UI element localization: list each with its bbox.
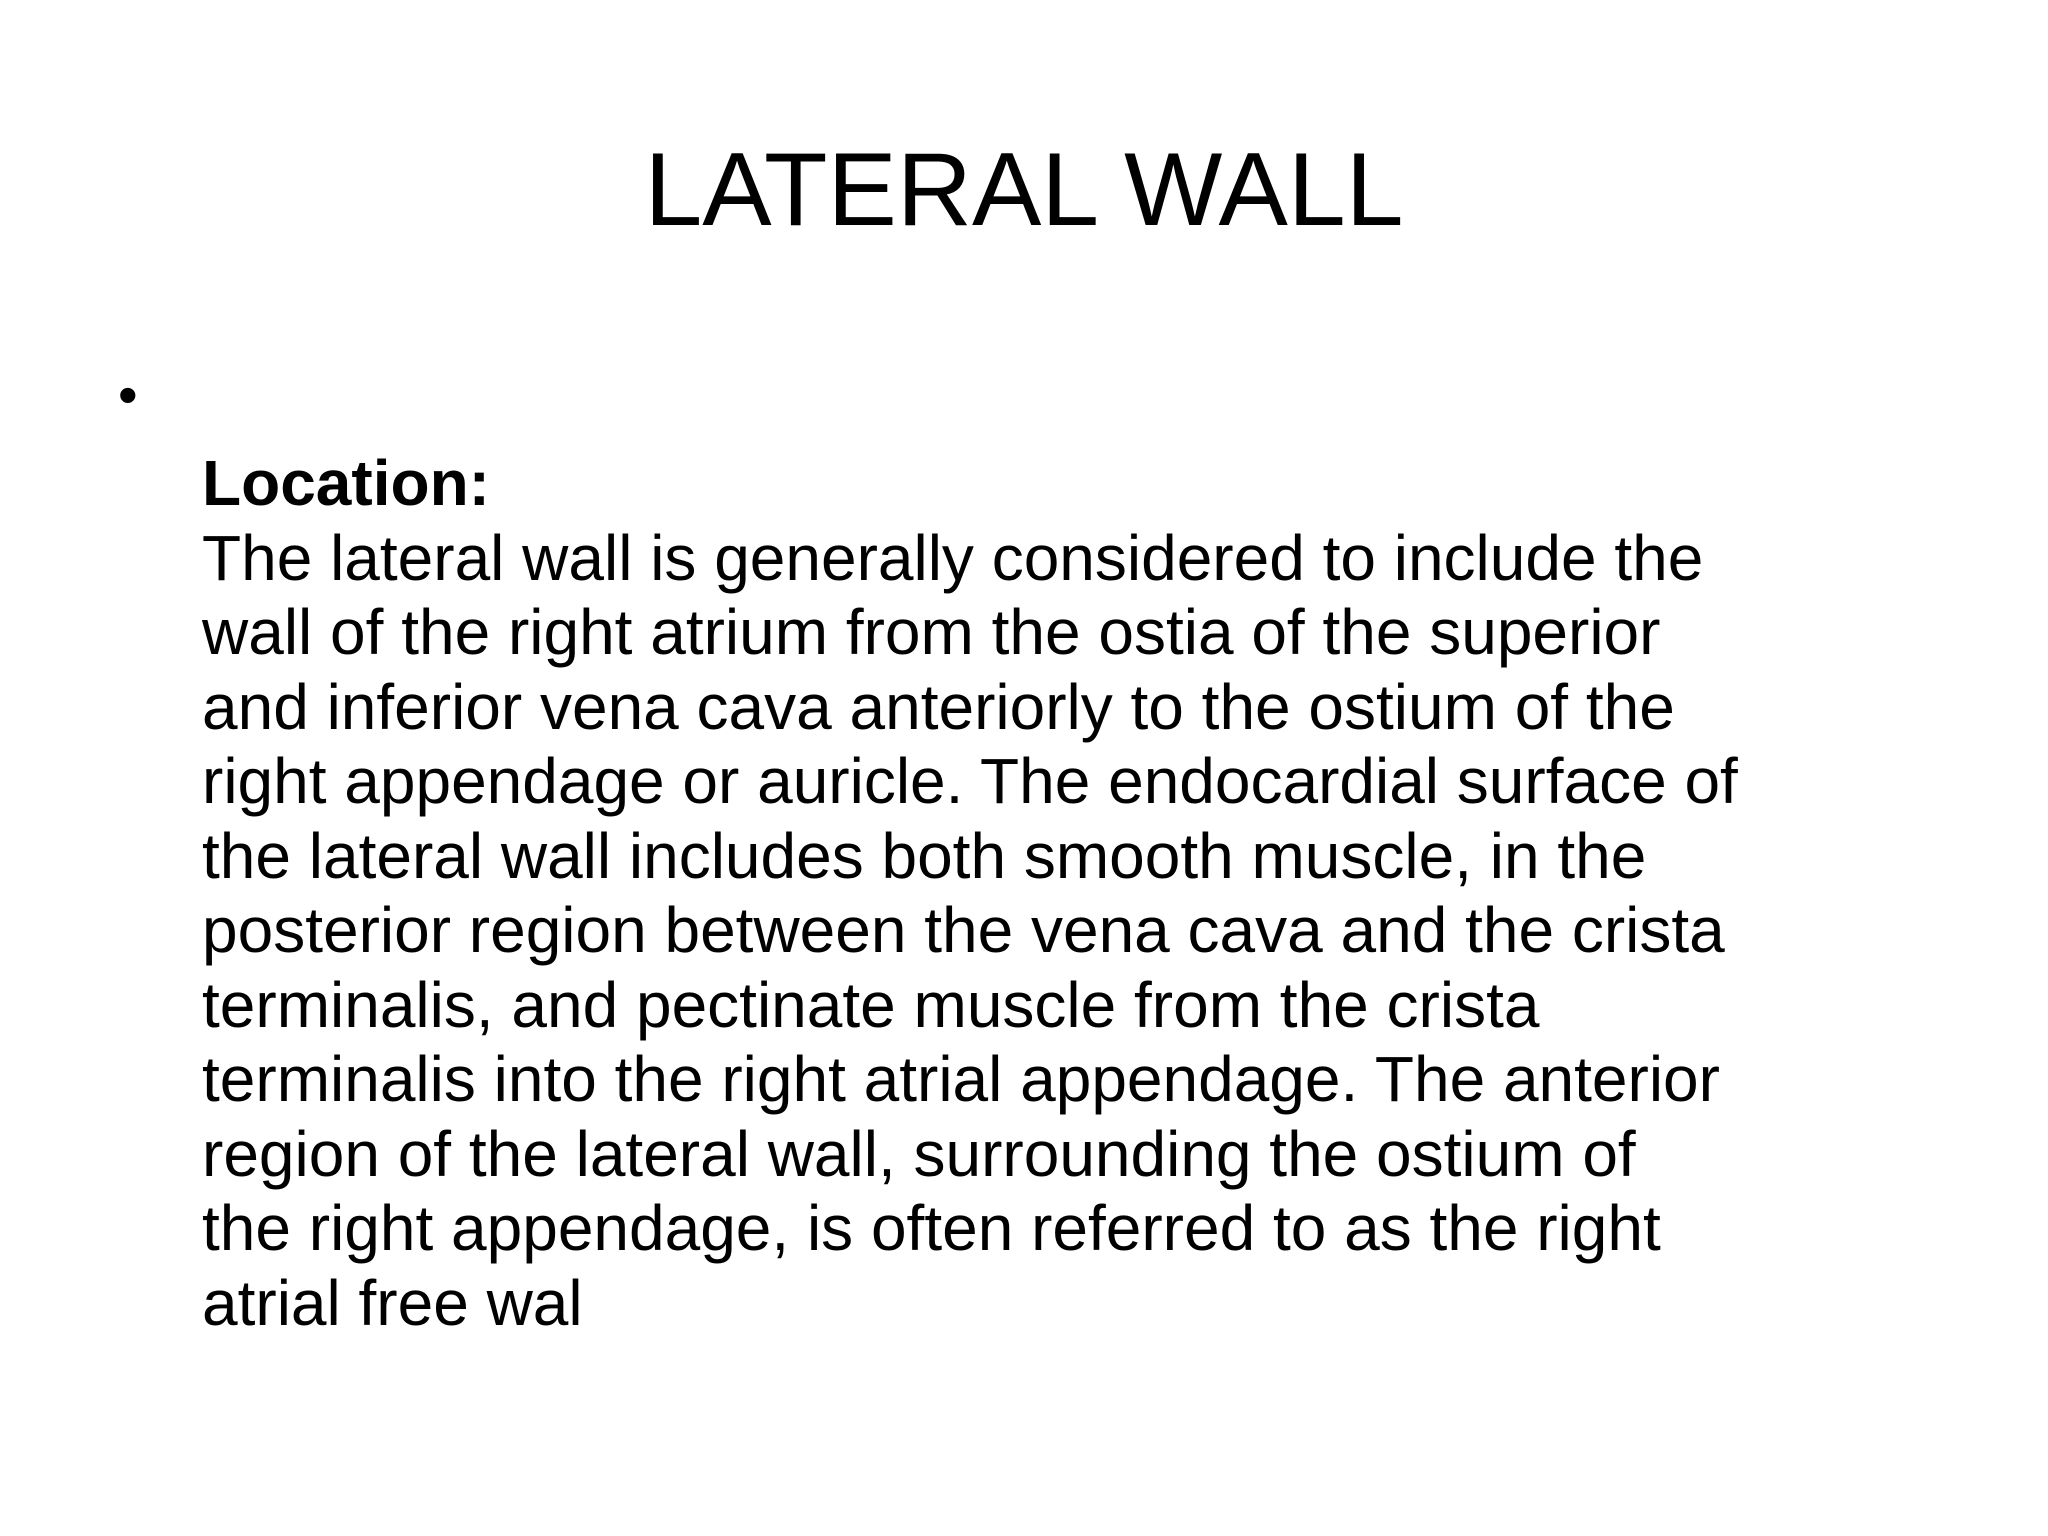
body-line: posterior region between the vena cava and the crista — [202, 894, 1725, 966]
body-line: the right appendage, is often referred to as the right — [202, 1192, 1661, 1264]
body-line: terminalis, and pectinate muscle from the crista — [202, 968, 1540, 1041]
bullet-content — [202, 446, 2022, 1340]
body-line: wall of the right atrium from the ostia of the superior — [202, 596, 1661, 668]
body-line: region of the lateral wall, surrounding the ostium of — [202, 1117, 1636, 1190]
slide-title: LATERAL WALL — [644, 132, 1404, 248]
location-heading: Location: — [202, 447, 490, 519]
body-line: terminalis into the right atrial appendage. The anterior — [202, 1043, 1720, 1115]
body-line: the lateral wall includes both smooth muscle, in the — [202, 819, 1647, 892]
body-line: and inferior vena cava anteriorly to the ostium of the — [202, 670, 1675, 743]
body-line: atrial free wal — [202, 1266, 583, 1339]
bullet-marker: • — [118, 363, 138, 426]
body-line: The lateral wall is generally considered to include the — [202, 521, 1704, 594]
body-line: right appendage or auricle. The endocardial surface of — [202, 745, 1738, 817]
